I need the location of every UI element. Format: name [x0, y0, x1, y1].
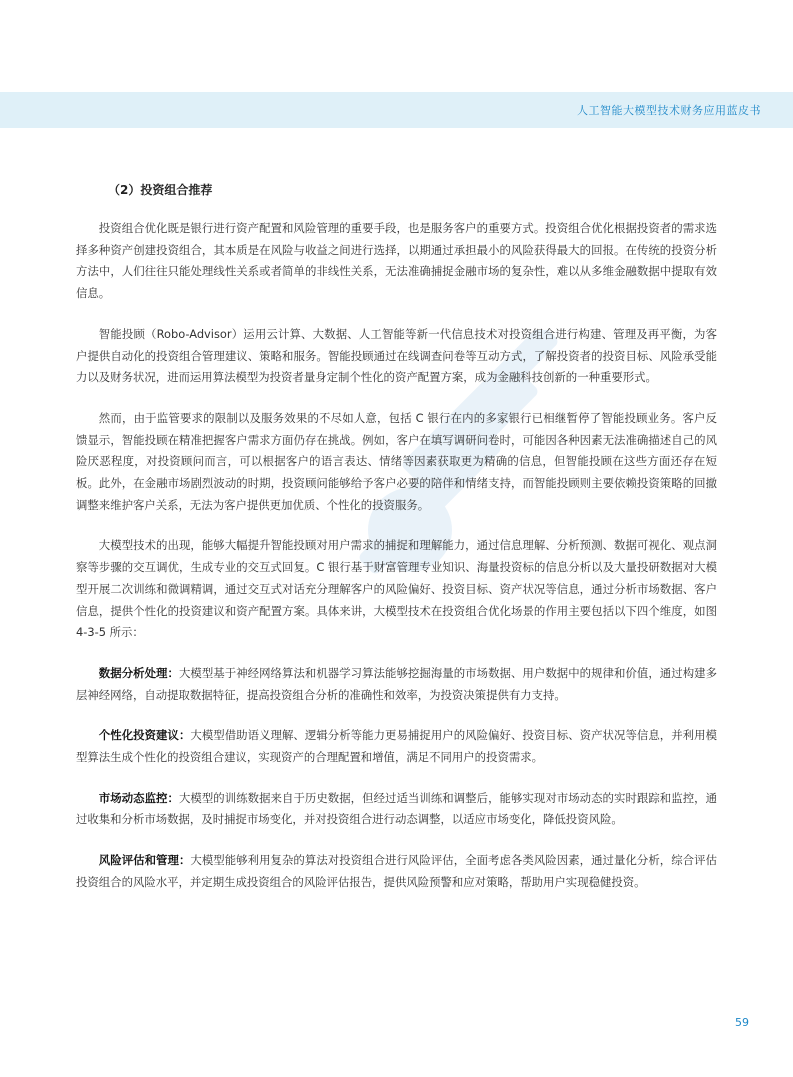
paragraph-robo-advisor: [76, 324, 717, 389]
page-number: 59: [735, 1016, 749, 1029]
section-heading: （2）投资组合推荐: [108, 183, 213, 197]
paragraph-text: 大模型技术的出现，能够大幅提升智能投顾对用户需求的捕捉和理解能力，通过信息理解、分析预测、数据可视化、观点洞察等步骤的交互调优，生成专业的交互式回复。C 银行基于财富管理专业知识、海量投资标的信息分析以及大量投研数据对大模型开展二次训练和微调精调，通过交互式对话充分理解客户的风险偏好、投资目标、资产状况等信息，通过分析市场数据、客户信息，提供个性化的投资建议和资产配置方案。具体来讲，大模型技术在投资组合优化场景的作用主要包括以下四个维度，如图 4-3-5 所示：: [76, 538, 717, 640]
paragraph-text: 大模型借助语义理解、逻辑分析等能力更易捕捉用户的风险偏好、投资目标、资产状况等信息，并利用模型算法生成个性化的投资组合建议，实现资产的合理配置和增值，满足不同用户的投资需求。: [76, 728, 717, 765]
paragraph-text: 大模型能够利用复杂的算法对投资组合进行风险评估，全面考虑各类风险因素，通过量化分析，综合评估投资组合的风险水平，并定期生成投资组合的风险评估报告，提供风险预警和应对策略，帮助用户实现稳健投资。: [76, 853, 717, 889]
paragraph-market-monitoring: [76, 788, 717, 831]
paragraph-limitations: [76, 408, 717, 517]
paragraph-text: 大模型的训练数据来自于历史数据，但经过适当训练和调整后，能够实现对市场动态的实时跟踪和监控，通过收集和分析市场数据，及时捕捉市场变化，并对投资组合进行动态调整，以适应市场变化，降低投资风险。: [76, 790, 717, 827]
header-band: [0, 92, 793, 128]
header-title: 人工智能大模型技术财务应用蓝皮书: [577, 104, 761, 117]
paragraph-data-analysis: [76, 663, 717, 706]
paragraph-text: 投资组合优化既是银行进行资产配置和风险管理的重要手段，也是服务客户的重要方式。投资组合优化根据投资者的需求选择多种资产创建投资组合，其本质是在风险与收益之间进行选择，以期通过承担最小的风险获得最大的回报。在传统的投资分析方法中，人们往往只能处理线性关系或者简单的非线性关系，无法准确捕捉金融市场的复杂性，难以从多维金融数据中提取有效信息。: [76, 221, 717, 301]
term-label: 风险评估和管理：: [98, 853, 191, 868]
paragraph-text: 大模型基于神经网络算法和机器学习算法能够挖掘海量的市场数据、用户数据中的规律和价值，通过构建多层神经网络，自动提取数据特征，提高投资组合分析的准确性和效率，为投资决策提供有力支持。: [76, 665, 717, 702]
paragraph-risk-management: [76, 850, 717, 893]
paragraph-personalized-advice: [76, 725, 717, 768]
paragraph-text: 智能投顾（Robo-Advisor）运用云计算、大数据、人工智能等新一代信息技术对投资组合进行构建、管理及再平衡，为客户提供自动化的投资组合管理建议、策略和服务。智能投顾通过在线调查问卷等互动方式，了解投资者的投资目标、风险承受能力以及财务状况，进而运用算法模型为投资者量身定制个性化的资产配置方案，成为金融科技创新的一种重要形式。: [76, 326, 717, 385]
paragraph-portfolio-optimization: [76, 218, 717, 305]
term-label: 数据分析处理：: [98, 665, 179, 680]
main-content: [76, 180, 717, 913]
term-label: 个性化投资建议：: [98, 728, 191, 743]
paragraph-large-model: [76, 535, 717, 644]
paragraph-text: 然而，由于监管要求的限制以及服务效果的不尽如人意，包括 C 银行在内的多家银行已相继暂停了智能投顾业务。客户反馈显示，智能投顾在精准把握客户需求方面仍存在挑战。例如，客户在填写调研问卷时，可能因各种因素无法准确描述自己的风险厌恶程度，对投资顾问而言，可以根据客户的语言表达、情绪等因素获取更为精确的信息，但智能投顾在这些方面还存在短板。此外，在金融市场剧烈波动的时期，投资顾问能够给予客户必要的陪伴和情绪支持，而智能投顾则主要依赖投资策略的回撤调整来维护客户关系，无法为客户提供更加优质、个性化的投资服务。: [76, 410, 717, 512]
term-label: 市场动态监控：: [98, 790, 179, 805]
